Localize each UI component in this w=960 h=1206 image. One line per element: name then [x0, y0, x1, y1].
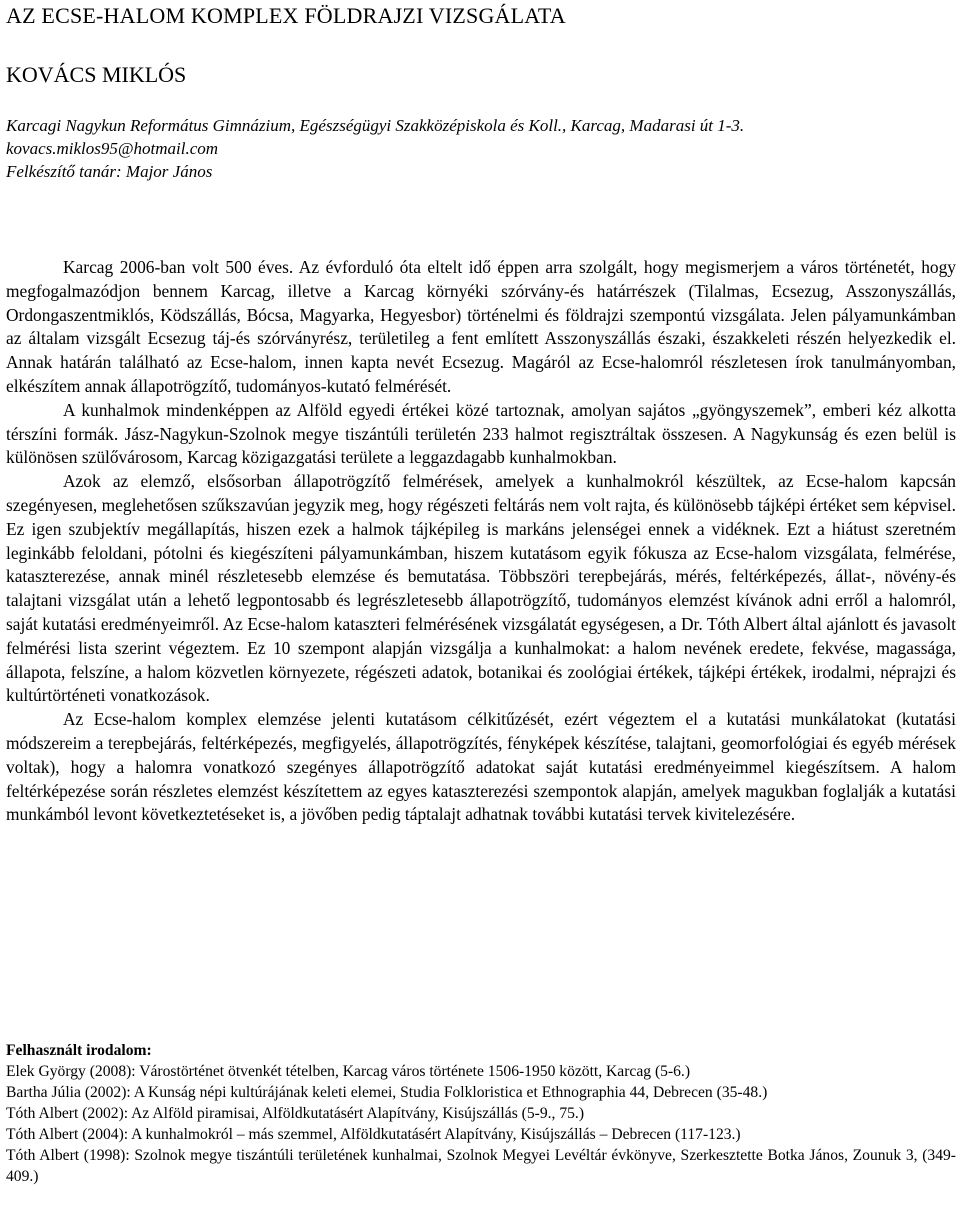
reference-item: Bartha Júlia (2002): A Kunság népi kultúrájának keleti elemei, Studia Folkloristica et Ethnographia 44, Debrecen (35-48.): [6, 1084, 768, 1101]
paragraph: A kunhalmok mindenképpen az Alföld egyedi értékei közé tartoznak, amolyan sajátos „gyöngyszemek”, emberi kéz alkotta térszíni formák. Jász-Nagykun-Szolnok megye tiszántúli területén 233 halmot regisztráltak összesen. A Nagykunság és ezen belül is különösen szülővárosom, Karcag közigazgatási területe a leggazdagabb kunhalmokban.: [6, 399, 956, 468]
author-name: KOVÁCS MIKLÓS: [6, 62, 187, 87]
document-title: AZ ECSE-HALOM KOMPLEX FÖLDRAJZI VIZSGÁLATA: [6, 3, 566, 28]
main-text: [6, 256, 956, 827]
references-section: [6, 1040, 956, 1187]
reference-item: Tóth Albert (2002): Az Alföld piramisai, Alföldkutatásért Alapítvány, Kisújszállás (5-9., 75.): [6, 1105, 585, 1122]
reference-item: Tóth Albert (2004): A kunhalmokról – más szemmel, Alföldkutatásért Alapítvány, Kisújszállás – Debrecen (117-123.): [6, 1126, 741, 1143]
affiliation: Karcagi Nagykun Református Gimnázium, Egészségügyi Szakközépiskola és Koll., Karcag, Madarasi út 1-3.: [6, 116, 745, 135]
author-info: [6, 114, 956, 183]
references-heading: Felhasznált irodalom:: [6, 1042, 152, 1059]
paragraph: Karcag 2006-ban volt 500 éves. Az évforduló óta eltelt idő éppen arra szolgált, hogy megismerjem a város történetét, hogy megfogalmazódjon bennem Karcag, illetve a Karcag környéki szórvány-és határrészek (Tilalmas, Ecsezug, Asszonyszállás, Ordongaszentmiklós, Ködszállás, Bócsa, Magyarka, Hegyesbor) történelmi és földrajzi szempontú vizsgálata. Jelen pályamunkámban az általam vizsgált Ecsezug táj-és szórványrész, területileg a fent említett Asszonyszállás északi, északkeleti részén helyezkedik el. Annak határán található az Ecse-halom, innen kapta nevét Ecsezug. Magáról az Ecse-halomról részletesen írok tanulmányomban, elkészítem annak állapotrögzítő, tudományos-kutató felmérését.: [6, 257, 956, 396]
supervisor: Felkészítő tanár: Major János: [6, 162, 213, 181]
reference-item: Elek György (2008): Várostörténet ötvenkét tételben, Karcag város története 1506-1950 között, Karcag (5-6.): [6, 1063, 691, 1080]
paragraph: Azok az elemző, elsősorban állapotrögzítő felmérések, amelyek a kunhalmokról készültek, az Ecse-halom kapcsán szegényesen, meglehetősen szűkszavúan jegyzik meg, hogy régészeti feltárás nem volt rajta, és különösebb tájképi értéket sem képvisel. Ez igen szubjektív megállapítás, hiszen ezek a halmok tájképileg is markáns jelenségei ennek a vidéknek. Ezt a hiátust szeretném leginkább feloldani, pótolni és kiegészíteni pályamunkámban, hiszem kutatásom egyik fókusza az Ecse-halom vizsgálata, felmérése, kataszterezése, annak minél részletesebb elemzése és bemutatása. Többszöri terepbejárás, mérés, feltérképezés, állat-, növény-és talajtani vizsgálat után a lehető legpontosabb és legrészletesebb állapotrögzítő, tudományos elemzést kívánok adni erről a halomról, saját kutatási eredményeimről. Az Ecse-halom kataszteri felmérésének vizsgálatát egységesen, a Dr. Tóth Albert által ajánlott és javasolt felmérési lista szerint végeztem. Ez 10 szempont alapján vizsgálja a kunhalmokat: a halom nevének eredete, fekvése, magassága, állapota, felszíne, a halom közvetlen környezete, régészeti adatok, botanikai és zoológiai értékek, tájképi értékek, irodalmi, néprajzi és kultúrtörténeti vonatkozások.: [6, 471, 956, 706]
email-address: kovacs.miklos95@hotmail.com: [6, 139, 219, 158]
paragraph: Az Ecse-halom komplex elemzése jelenti kutatásom célkitűzését, ezért végeztem el a kutatási munkálatokat (kutatási módszereim a terepbejárás, feltérképezés, megfigyelés, állapotrögzítés, fényképek készítése, talajtani, geomorfológiai és egyéb mérések voltak), hogy a halomra vonatkozó szegényes állapotrögzítő adatokat saját kutatási eredményeimmel kiegészítsem. A halom feltérképezése során részletes elemzést készítettem az egyes kataszterezési szempontok alapján, amelyek magukban foglalják a kutatási munkámból levont következtetéseket is, a jövőben pedig táptalajt adhatnak további kutatási tervek kivitelezésére.: [6, 709, 956, 825]
reference-item: Tóth Albert (1998): Szolnok megye tiszántúli területének kunhalmai, Szolnok Megyei Levéltár évkönyve, Szerkesztette Botka János, Zounuk 3, (349-409.): [6, 1147, 956, 1185]
